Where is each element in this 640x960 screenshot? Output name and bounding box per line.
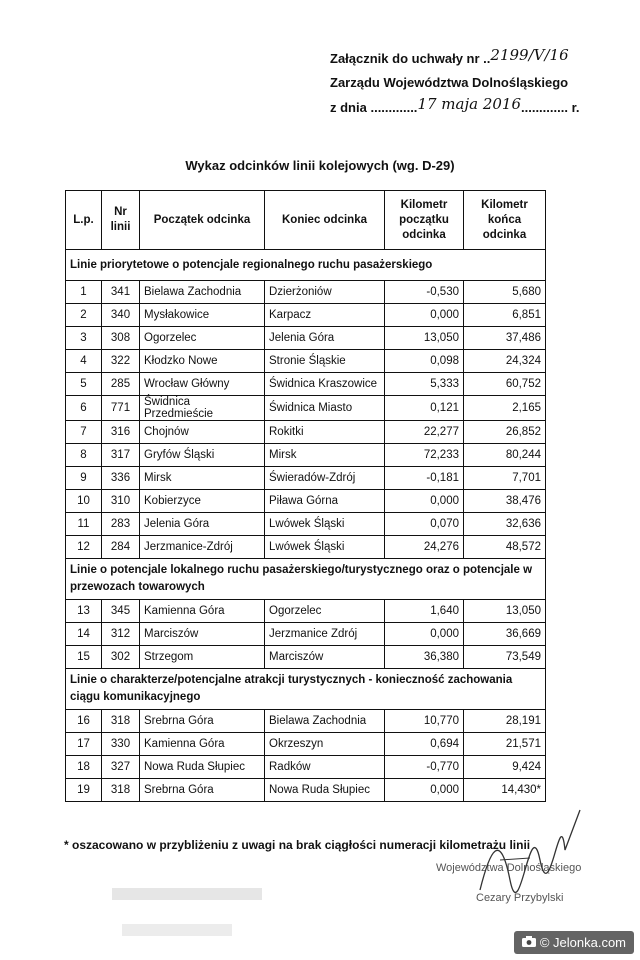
row-line-number: 318 (102, 779, 140, 802)
row-start: Chojnów (140, 421, 265, 444)
table-row (66, 733, 546, 756)
row-km-start: -0,530 (385, 281, 464, 304)
header-start: Początek odcinka (140, 191, 265, 250)
header-lp: L.p. (66, 191, 102, 250)
row-km-start: 0,694 (385, 733, 464, 756)
row-km-end: 9,424 (464, 756, 546, 779)
row-start: Nowa Ruda Słupiec (140, 756, 265, 779)
row-line-number: 336 (102, 467, 140, 490)
row-km-end: 14,430* (464, 779, 546, 802)
row-km-start: 22,277 (385, 421, 464, 444)
table-row (66, 490, 546, 513)
row-line-number: 310 (102, 490, 140, 513)
section-label: Linie priorytetowe o potencjale regionalnego ruchu pasażerskiego (66, 250, 546, 281)
header-km-start: Kilometr początku odcinka (385, 191, 464, 250)
row-km-start: 0,000 (385, 490, 464, 513)
row-end: Stronie Śląskie (265, 350, 385, 373)
table-row (66, 327, 546, 350)
railway-sections-table (65, 190, 546, 802)
table-row (66, 396, 546, 421)
row-km-end: 80,244 (464, 444, 546, 467)
row-start: Mirsk (140, 467, 265, 490)
row-km-start: 72,233 (385, 444, 464, 467)
row-start: Gryfów Śląski (140, 444, 265, 467)
row-km-end: 28,191 (464, 710, 546, 733)
camera-icon (522, 935, 536, 950)
row-km-end: 2,165 (464, 396, 546, 421)
row-km-end: 21,571 (464, 733, 546, 756)
watermark (514, 931, 634, 954)
table-row (66, 646, 546, 669)
header-end: Koniec odcinka (265, 191, 385, 250)
row-km-end: 7,701 (464, 467, 546, 490)
row-km-end: 6,851 (464, 304, 546, 327)
table-row (66, 304, 546, 327)
row-km-end: 26,852 (464, 421, 546, 444)
row-km-start: 36,380 (385, 646, 464, 669)
row-line-number: 330 (102, 733, 140, 756)
table-header-row (66, 191, 546, 250)
row-start: Wrocław Główny (140, 373, 265, 396)
row-km-start: 0,070 (385, 513, 464, 536)
row-end: Jelenia Góra (265, 327, 385, 350)
table-row (66, 467, 546, 490)
row-line-number: 345 (102, 600, 140, 623)
row-start: Świdnica Przedmieście (140, 396, 265, 421)
row-km-start: 0,000 (385, 304, 464, 327)
row-km-start: 1,640 (385, 600, 464, 623)
row-start: Srebrna Góra (140, 779, 265, 802)
row-end: Karpacz (265, 304, 385, 327)
row-start: Kłodzko Nowe (140, 350, 265, 373)
row-start: Jelenia Góra (140, 513, 265, 536)
row-km-start: -0,770 (385, 756, 464, 779)
row-km-start: 0,121 (385, 396, 464, 421)
row-km-end: 48,572 (464, 536, 546, 559)
row-lp: 4 (66, 350, 102, 373)
resolution-label: Załącznik do uchwały nr (330, 51, 480, 66)
table-row (66, 600, 546, 623)
row-end: Nowa Ruda Słupiec (265, 779, 385, 802)
row-lp: 17 (66, 733, 102, 756)
row-line-number: 317 (102, 444, 140, 467)
row-end: Lwówek Śląski (265, 513, 385, 536)
row-line-number: 285 (102, 373, 140, 396)
section-header-row (66, 559, 546, 600)
row-lp: 14 (66, 623, 102, 646)
row-line-number: 302 (102, 646, 140, 669)
date-suffix: r. (571, 100, 580, 115)
row-lp: 10 (66, 490, 102, 513)
row-line-number: 771 (102, 396, 140, 421)
row-km-end: 24,324 (464, 350, 546, 373)
row-km-end: 32,636 (464, 513, 546, 536)
row-km-end: 36,669 (464, 623, 546, 646)
table-row (66, 444, 546, 467)
row-lp: 3 (66, 327, 102, 350)
date-line: z dnia .............17 maja 2016............. r. (330, 95, 580, 115)
row-lp: 1 (66, 281, 102, 304)
row-line-number: 284 (102, 536, 140, 559)
table-row (66, 350, 546, 373)
section-header-row (66, 250, 546, 281)
row-lp: 12 (66, 536, 102, 559)
row-end: Marciszów (265, 646, 385, 669)
section-header-row (66, 669, 546, 710)
row-start: Kamienna Góra (140, 733, 265, 756)
row-lp: 2 (66, 304, 102, 327)
section-label: Linie o charakterze/potencjalne atrakcji turystycznych - konieczność zachowania ciągu komunikacyjnego (66, 669, 546, 710)
row-start: Srebrna Góra (140, 710, 265, 733)
handwritten-signature (470, 790, 590, 900)
row-start: Kamienna Góra (140, 600, 265, 623)
row-end: Bielawa Zachodnia (265, 710, 385, 733)
table-row (66, 536, 546, 559)
row-km-end: 73,549 (464, 646, 546, 669)
row-line-number: 322 (102, 350, 140, 373)
table-row (66, 421, 546, 444)
row-line-number: 327 (102, 756, 140, 779)
row-start: Kobierzyce (140, 490, 265, 513)
row-km-end: 60,752 (464, 373, 546, 396)
date-label: z dnia (330, 100, 367, 115)
row-line-number: 318 (102, 710, 140, 733)
footnote: * oszacowano w przybliżeniu z uwagi na brak ciągłości numeracji kilometrażu linii (64, 838, 531, 852)
row-line-number: 341 (102, 281, 140, 304)
row-km-start: 13,050 (385, 327, 464, 350)
row-lp: 13 (66, 600, 102, 623)
row-km-start: 0,000 (385, 779, 464, 802)
row-line-number: 283 (102, 513, 140, 536)
row-end: Radków (265, 756, 385, 779)
row-start: Ogorzelec (140, 327, 265, 350)
row-line-number: 308 (102, 327, 140, 350)
resolution-number-line: Załącznik do uchwały nr ..2199/V/16 (330, 46, 569, 66)
row-end: Rokitki (265, 421, 385, 444)
row-end: Okrzeszyn (265, 733, 385, 756)
row-km-start: 0,000 (385, 623, 464, 646)
row-km-start: 0,098 (385, 350, 464, 373)
table-row (66, 281, 546, 304)
board-name: Zarządu Województwa Dolnośląskiego (330, 75, 569, 90)
row-end: Świeradów-Zdrój (265, 467, 385, 490)
row-line-number: 312 (102, 623, 140, 646)
header-km-end: Kilometr końca odcinka (464, 191, 546, 250)
row-lp: 5 (66, 373, 102, 396)
section-label: Linie o potencjale lokalnego ruchu pasażerskiego/turystycznego oraz o potencjale w przewozach towarowych (66, 559, 546, 600)
table-row (66, 623, 546, 646)
row-end: Lwówek Śląski (265, 536, 385, 559)
row-lp: 9 (66, 467, 102, 490)
document-title: Wykaz odcinków linii kolejowych (wg. D-29) (185, 158, 455, 173)
row-km-end: 37,486 (464, 327, 546, 350)
row-start: Marciszów (140, 623, 265, 646)
row-end: Świdnica Miasto (265, 396, 385, 421)
row-km-start: 10,770 (385, 710, 464, 733)
watermark-text: © Jelonka.com (539, 935, 626, 950)
row-end: Dzierżoniów (265, 281, 385, 304)
header-line-number: Nr linii (102, 191, 140, 250)
row-lp: 18 (66, 756, 102, 779)
row-start: Strzegom (140, 646, 265, 669)
attachment-header (330, 46, 630, 120)
row-lp: 16 (66, 710, 102, 733)
signature-name: Cezary Przybylski (476, 892, 564, 904)
row-km-start: 24,276 (385, 536, 464, 559)
row-start: Mysłakowice (140, 304, 265, 327)
row-km-start: 5,333 (385, 373, 464, 396)
row-line-number: 340 (102, 304, 140, 327)
row-end: Jerzmanice Zdrój (265, 623, 385, 646)
row-lp: 11 (66, 513, 102, 536)
row-lp: 15 (66, 646, 102, 669)
signature-role: Województwa Dolnośląskiego (436, 862, 582, 874)
faint-stamp (112, 888, 272, 946)
row-end: Piława Górna (265, 490, 385, 513)
row-lp: 7 (66, 421, 102, 444)
row-start: Bielawa Zachodnia (140, 281, 265, 304)
resolution-date: 17 maja 2016 (417, 95, 521, 113)
row-lp: 6 (66, 396, 102, 421)
row-start: Jerzmanice-Zdrój (140, 536, 265, 559)
row-km-end: 13,050 (464, 600, 546, 623)
row-km-end: 5,680 (464, 281, 546, 304)
row-line-number: 316 (102, 421, 140, 444)
table-row (66, 373, 546, 396)
table-row (66, 710, 546, 733)
table-row (66, 513, 546, 536)
row-end: Ogorzelec (265, 600, 385, 623)
row-km-start: -0,181 (385, 467, 464, 490)
row-lp: 19 (66, 779, 102, 802)
row-km-end: 38,476 (464, 490, 546, 513)
row-end: Świdnica Kraszowice (265, 373, 385, 396)
resolution-number: 2199/V/16 (490, 46, 569, 64)
table-row (66, 756, 546, 779)
row-lp: 8 (66, 444, 102, 467)
row-end: Mirsk (265, 444, 385, 467)
